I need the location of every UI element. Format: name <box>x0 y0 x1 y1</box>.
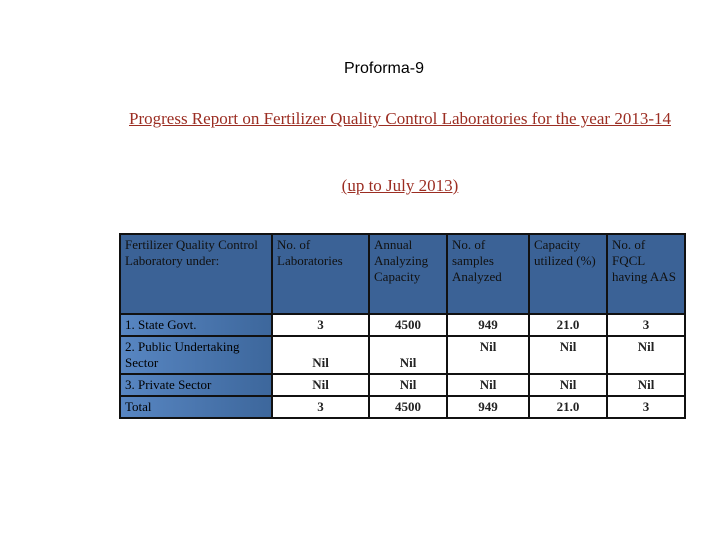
table-row <box>120 336 685 374</box>
table-row <box>120 314 685 336</box>
header-cell: Capacity utilized (%) <box>529 234 607 314</box>
header-cell: Annual Analyzing Capacity <box>369 234 447 314</box>
progress-table <box>119 233 686 419</box>
row-label: 2. Public Undertaking Sector <box>120 336 272 374</box>
cell: 4500 <box>369 314 447 336</box>
header-cell: Fertilizer Quality Control Laboratory under: <box>120 234 272 314</box>
cell: 4500 <box>369 396 447 418</box>
cell: Nil <box>272 374 369 396</box>
row-label: Total <box>120 396 272 418</box>
cell: 21.0 <box>529 396 607 418</box>
report-title: Progress Report on Fertilizer Quality Control Laboratories for the year 2013-14 <box>129 109 671 128</box>
cell: 949 <box>447 396 529 418</box>
cell: 3 <box>272 396 369 418</box>
cell: Nil <box>369 374 447 396</box>
cell: Nil <box>607 336 685 374</box>
header-cell: No. of FQCL having AAS <box>607 234 685 314</box>
cell: Nil <box>529 336 607 374</box>
table-header-row <box>120 234 685 314</box>
cell: Nil <box>369 336 447 374</box>
row-label: 1. State Govt. <box>120 314 272 336</box>
report-subtitle: (up to July 2013) <box>341 176 459 195</box>
proforma-label: Proforma-9 <box>343 60 425 77</box>
cell: Nil <box>272 336 369 374</box>
table-row <box>120 374 685 396</box>
cell: 3 <box>272 314 369 336</box>
header-cell: No. of Laboratories <box>272 234 369 314</box>
cell: Nil <box>529 374 607 396</box>
cell: 21.0 <box>529 314 607 336</box>
cell: 3 <box>607 396 685 418</box>
cell: Nil <box>447 374 529 396</box>
cell: Nil <box>607 374 685 396</box>
cell: 949 <box>447 314 529 336</box>
cell: 3 <box>607 314 685 336</box>
row-label: 3. Private Sector <box>120 374 272 396</box>
cell: Nil <box>447 336 529 374</box>
header-cell: No. of samples Analyzed <box>447 234 529 314</box>
table-total-row <box>120 396 685 418</box>
